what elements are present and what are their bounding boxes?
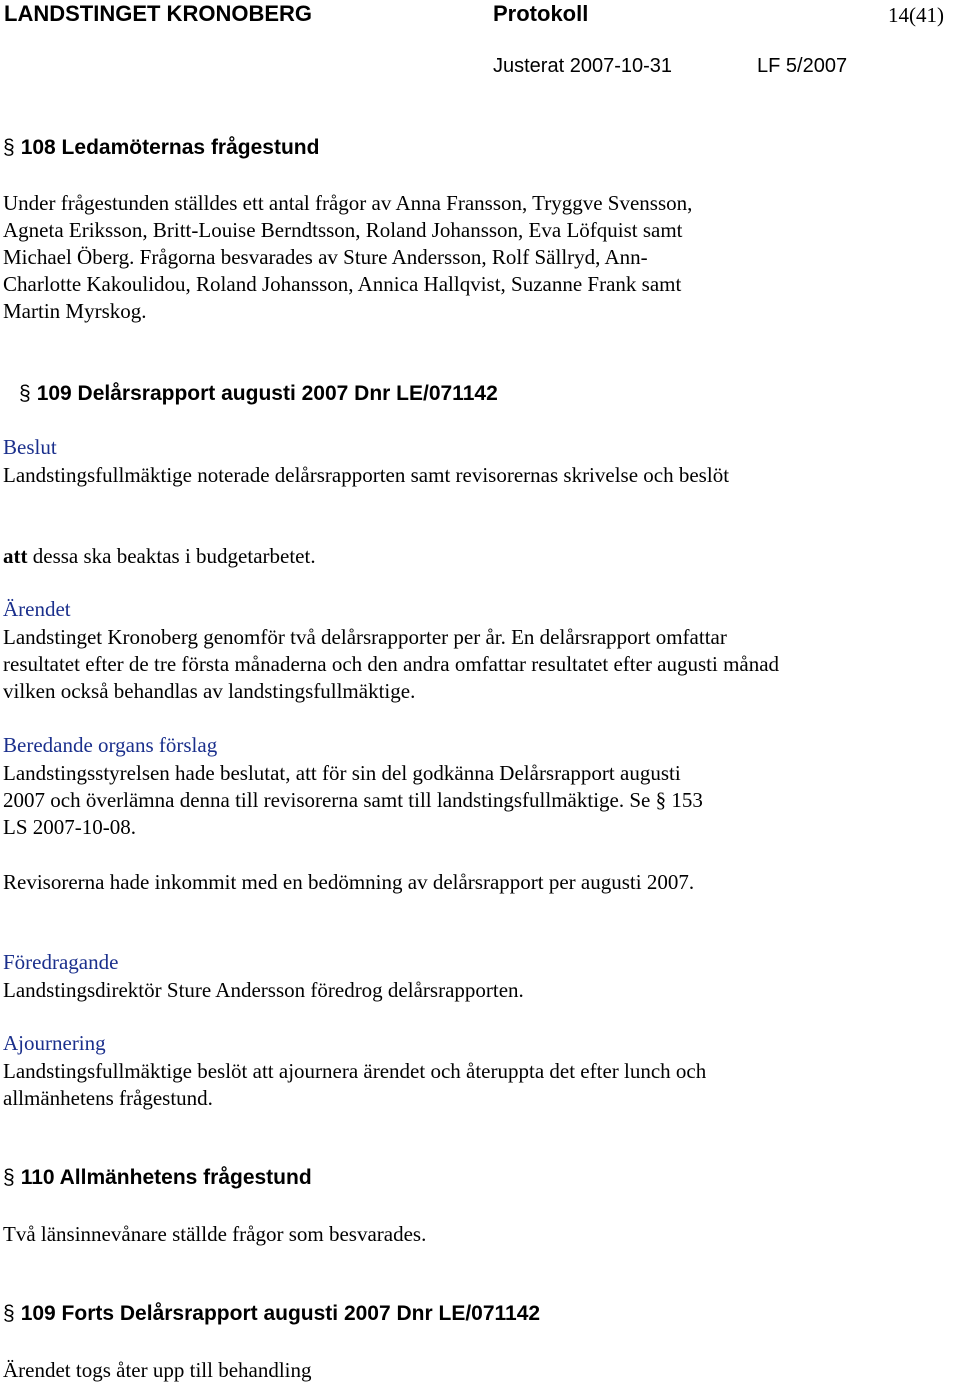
paragraph-sign: §	[3, 136, 15, 159]
section-110-heading	[3, 1166, 312, 1190]
beslut-text: Landstingsfullmäktige noterade delårsrapporten samt revisorernas skrivelse och beslöt	[3, 463, 730, 487]
beredande-label: Beredande organs förslag	[3, 733, 218, 757]
foredragande-label: Föredragande	[3, 950, 119, 974]
adjusted-date: Justerat 2007-10-31	[493, 55, 673, 77]
att-word: att	[3, 544, 28, 568]
att-clause	[3, 543, 803, 570]
foredragande-text: Landstingsdirektör Sture Andersson föredrog delårsrapporten.	[3, 978, 524, 1002]
section-109-forts-body: Ärendet togs åter upp till behandling	[3, 1358, 312, 1382]
ajournering-text: Landstingsfullmäktige beslöt att ajournera ärendet och återuppta det efter lunch och allmänhetens frågestund.	[3, 1059, 707, 1110]
ajournering-label: Ajournering	[3, 1031, 106, 1055]
document-reference: LF 5/2007	[757, 55, 848, 77]
paragraph-sign: §	[3, 1302, 15, 1325]
section-108-title: 108 Ledamöternas frågestund	[20, 136, 320, 159]
section-109-forts-title: 109 Forts Delårsrapport augusti 2007 Dnr LE/071142	[20, 1302, 541, 1325]
organization-name: LANDSTINGET KRONOBERG	[4, 1, 312, 26]
section-109-forts-heading	[3, 1302, 540, 1326]
arendet-text: Landstinget Kronoberg genomför två delårsrapporter per år. En delårsrapport omfattar resultatet efter de tre första månaderna och den andra omfattar resultatet efter augusti månad vilken också behandlas av landstingsfullmäktige.	[3, 625, 780, 703]
section-110-body: Två länsinnevånare ställde frågor som besvarades.	[3, 1222, 427, 1246]
arendet-label: Ärendet	[3, 597, 71, 621]
section-110-title: 110 Allmänhetens frågestund	[20, 1166, 312, 1189]
section-108-heading	[3, 136, 319, 160]
paragraph-sign: §	[19, 382, 31, 405]
paragraph-sign: §	[3, 1166, 15, 1189]
att-text: dessa ska beaktas i budgetarbetet.	[27, 544, 316, 568]
beredande-text: Landstingsstyrelsen hade beslutat, att för sin del godkänna Delårsrapport augusti 2007 och överlämna denna till revisorerna samt till landstingsfullmäktige. Se § 153 LS 2007-10-08.	[3, 761, 703, 839]
section-108-body: Under frågestunden ställdes ett antal frågor av Anna Fransson, Tryggve Svensson, Agneta Eriksson, Britt-Louise Berndtsson, Roland Johansson, Eva Löfquist samt Michael Öberg. Frågorna besvarades av Sture Andersson, Rolf Sällryd, Ann-Charlotte Kakoulidou, Roland Johansson, Annica Hallqvist, Suzanne Frank samt Martin Myrskog.	[3, 191, 693, 323]
page-number: 14(41)	[888, 3, 944, 27]
document-type: Protokoll	[493, 1, 589, 26]
beslut-label: Beslut	[3, 435, 57, 459]
section-109-title: 109 Delårsrapport augusti 2007 Dnr LE/071142	[36, 382, 498, 405]
revisorer-text: Revisorerna hade inkommit med en bedömning av delårsrapport per augusti 2007.	[3, 870, 695, 894]
section-109-heading	[19, 382, 498, 406]
